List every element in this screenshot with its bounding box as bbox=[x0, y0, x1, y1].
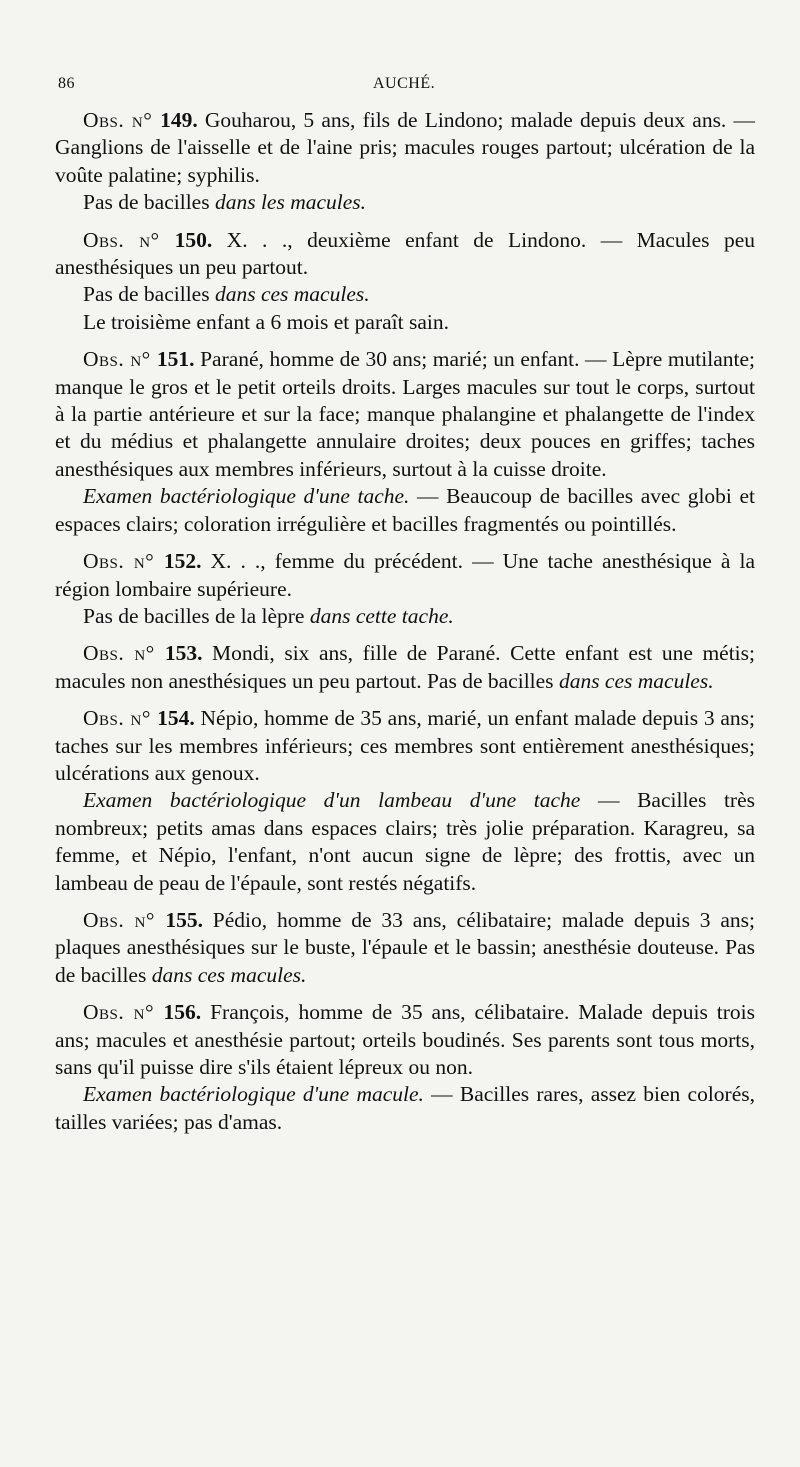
note-italic: Examen bactériologique d'une tache. bbox=[83, 484, 410, 509]
observation-text: Gouharou, 5 ans, fils de Lindono; malade depuis deux ans. — Ganglions de l'aisselle et de l'aine pris; macules rouges partout; ulcération de la voûte palatine; syphilis. bbox=[55, 108, 755, 187]
observation-paragraph bbox=[55, 705, 755, 787]
observation-label: Obs. n° bbox=[83, 549, 164, 574]
observation-note bbox=[55, 189, 755, 216]
observation-text: Parané, homme de 30 ans; marié; un enfant. — Lèpre mutilante; manque le gros et le petit orteils droits. Larges macules sur tout le corps, surtout à la partie antérieure et sur la face; manque phalangine et phalangette de l'index et du médius et phalangette annulaire droites; deux pouces en griffes; taches anesthésiques aux membres inférieurs, surtout à la cuisse droite. bbox=[55, 347, 755, 481]
note-text: Le troisième enfant a 6 mois et paraît sain. bbox=[83, 309, 449, 334]
note-italic: Examen bactériologique d'une macule. bbox=[83, 1082, 424, 1107]
note-italic: Examen bactériologique d'un lambeau d'une tache bbox=[83, 788, 581, 813]
observation-number: 151. bbox=[156, 347, 195, 372]
observation-italic: dans ces macules. bbox=[151, 962, 307, 987]
note-text: Pas de bacilles de la lèpre bbox=[83, 603, 310, 628]
note-text: Pas de bacilles bbox=[83, 190, 215, 215]
observation-label: Obs. n° bbox=[83, 347, 157, 372]
observation-label: Obs. n° bbox=[83, 108, 161, 132]
observation-label: Obs. n° bbox=[83, 641, 165, 666]
observation-text: Népio, homme de 35 ans, marié, un enfant malade depuis 3 ans; taches sur les membres inférieurs; ces membres sont entièrement anesthésiques; ulcérations aux genoux. bbox=[55, 706, 755, 785]
note-text: — Bacilles rares, assez bien colorés, tailles variées; pas d'amas. bbox=[55, 1082, 755, 1134]
observation-entry bbox=[55, 548, 755, 630]
running-head bbox=[58, 75, 750, 101]
observation-label: Obs. n° bbox=[83, 907, 166, 932]
observation-number: 153. bbox=[164, 641, 203, 666]
observation-note bbox=[55, 309, 755, 336]
observation-text: X. . ., deuxième enfant de Lindono. — Macules peu anesthésiques un peu partout. bbox=[55, 227, 755, 280]
observation-note bbox=[55, 281, 755, 308]
observation-entry bbox=[55, 107, 755, 217]
note-text: — Bacilles très nombreux; petits amas dans espaces clairs; très jolie préparation. Karagreu, sa femme, et Népio, l'enfant, n'ont aucun signe de lèpre; des frottis, avec un lambeau de peau de l'épaule, sont restés négatifs. bbox=[55, 788, 755, 895]
observation-number: 149. bbox=[160, 108, 198, 132]
observation-paragraph bbox=[55, 999, 755, 1081]
observation-text: Pédio, homme de 33 ans, célibataire; malade depuis 3 ans; plaques anesthésiques sur le buste, l'épaule et le bassin; anesthésie douteuse. Pas de bacilles bbox=[55, 907, 755, 987]
running-title: AUCHÉ. bbox=[373, 75, 436, 92]
observation-label: Obs. n° bbox=[83, 706, 158, 731]
observation-label: Obs. n° bbox=[83, 227, 175, 252]
observation-paragraph bbox=[55, 548, 755, 603]
observation-number: 152. bbox=[163, 549, 202, 574]
observation-note bbox=[55, 1081, 755, 1136]
observation-paragraph bbox=[55, 907, 755, 989]
page-body bbox=[55, 107, 755, 1146]
observation-italic: dans ces macules. bbox=[558, 668, 714, 693]
observation-note bbox=[55, 603, 755, 630]
observation-note bbox=[55, 787, 755, 897]
observation-number: 155. bbox=[165, 907, 203, 932]
observation-paragraph bbox=[55, 227, 755, 282]
observation-text: Mondi, six ans, fille de Parané. Cette enfant est une métis; macules non anesthésiques un peu partout. Pas de bacilles bbox=[55, 641, 755, 693]
observation-entry bbox=[55, 346, 755, 538]
note-italic: dans ces macules. bbox=[214, 282, 370, 307]
page-number: 86 bbox=[58, 75, 75, 92]
observation-label: Obs. n° bbox=[83, 1000, 164, 1025]
observation-text: X. . ., femme du précédent. — Une tache anesthésique à la région lombaire supérieure. bbox=[55, 549, 755, 601]
observation-entry bbox=[55, 227, 755, 337]
observation-note bbox=[55, 483, 755, 538]
note-text: — Beaucoup de bacilles avec globi et espaces clairs; coloration irrégulière et bacilles fragmentés ou pointillés. bbox=[55, 484, 755, 536]
observation-number: 154. bbox=[157, 706, 195, 731]
observation-text: François, homme de 35 ans, célibataire. Malade depuis trois ans; macules et anesthésie partout; orteils boudinés. Ses parents sont tous morts, sans qu'il puisse dire s'ils étaient lépreux ou non. bbox=[55, 1000, 755, 1079]
observation-entry bbox=[55, 999, 755, 1136]
observation-paragraph bbox=[55, 346, 755, 483]
observation-entry bbox=[55, 907, 755, 989]
note-text: Pas de bacilles bbox=[83, 282, 215, 307]
observation-paragraph bbox=[55, 107, 755, 189]
observation-entry bbox=[55, 640, 755, 695]
observation-paragraph bbox=[55, 640, 755, 695]
observation-number: 150. bbox=[174, 227, 213, 252]
note-italic: dans cette tache. bbox=[309, 603, 454, 628]
observation-number: 156. bbox=[163, 1000, 202, 1025]
observation-entry bbox=[55, 705, 755, 897]
note-italic: dans les macules. bbox=[214, 190, 367, 215]
